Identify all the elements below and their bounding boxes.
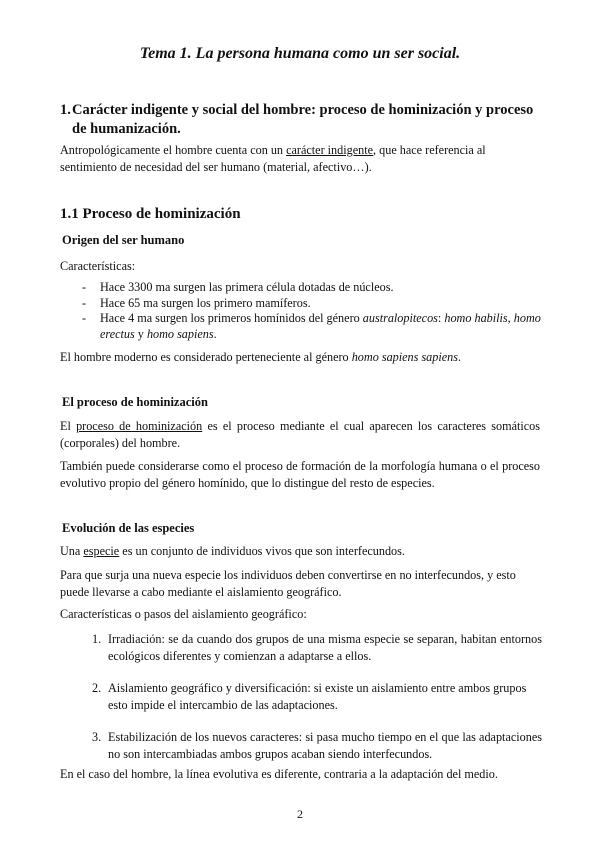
process-heading: El proceso de hominización — [62, 395, 208, 409]
page-number: 2 — [297, 807, 303, 821]
list-item — [92, 680, 542, 713]
evolution-paragraph-2: Para que surja una nueva especie los individuos deben convertirse en no interfecundos, y esto puede llevarse a cabo mediante el aislamiento geográfico. — [60, 568, 516, 599]
list-item-text: Aislamiento geográfico y diversificación: si existe un aislamiento entre ambos grupos esto impide el intercambio de las adaptaciones. — [108, 681, 527, 712]
evolution-paragraph-3: Características o pasos del aislamiento geográfico: — [60, 607, 307, 621]
list-item — [92, 631, 542, 664]
text-run: : — [437, 311, 445, 325]
list-item-text: Hace 65 ma surgen los primero mamíferos. — [100, 295, 311, 310]
text-run: El hombre moderno es considerado perteneciente al género — [60, 350, 352, 364]
text-run: es el proceso mediante el cual aparecen los caracteres somáticos (corporales) del hombre. — [60, 419, 540, 450]
document-title: Tema 1. La persona humana como un ser social. — [139, 45, 461, 62]
bullet-dash: - — [82, 311, 87, 325]
section-1-paragraph — [60, 142, 540, 176]
list-item — [82, 311, 542, 342]
italic-species: homo sapiens sapiens — [351, 350, 459, 364]
section-1-number: 1. — [60, 102, 71, 118]
list-item-text: Hace 4 ma surgen los primeros homínidos del género — [100, 311, 363, 325]
list-item — [82, 280, 542, 296]
text-run: es un conjunto de individuos vivos que son interfecundos. — [119, 544, 405, 558]
text-run: . — [458, 350, 462, 364]
list-number: 3. — [92, 730, 102, 744]
origin-heading: Origen del ser humano — [62, 233, 185, 247]
evolution-closing-paragraph: En el caso del hombre, la línea evolutiva es diferente, contraria a la adaptación del medio. — [60, 767, 498, 781]
section-1-1-heading: 1.1 Proceso de hominización — [60, 206, 241, 222]
list-number: 1. — [92, 632, 102, 646]
italic-genus: australopitecos — [362, 311, 438, 325]
evolution-heading: Evolución de las especies — [62, 521, 195, 535]
text-run: . — [213, 326, 217, 341]
text-run: y — [134, 326, 147, 341]
text-run: Antropológicamente el hombre cuenta con un — [60, 143, 287, 157]
text-run: El — [60, 419, 77, 433]
evolution-paragraph-1 — [60, 543, 540, 560]
italic-species: homo habilis, homo erectus — [100, 311, 541, 341]
list-item — [92, 729, 542, 762]
underlined-term: carácter indigente — [286, 143, 374, 157]
list-number: 2. — [92, 681, 102, 695]
list-item-text: Estabilización de los nuevos caracteres: si pasa mucho tiempo en el que las adaptaciones no son intercambiadas ambos grupos acaban siendo interfecundos. — [108, 730, 542, 761]
underlined-term: especie — [83, 544, 120, 558]
list-item-text: Irradiación: se da cuando dos grupos de una misma especie se separan, habitan entornos ecológicos diferentes y comienzan a adaptarse a ellos. — [108, 632, 542, 663]
underlined-term: proceso de hominización — [76, 419, 203, 433]
process-paragraph-1 — [60, 418, 540, 452]
characteristics-label: Características: — [60, 259, 136, 273]
list-item-text: Hace 3300 ma surgen las primera célula dotadas de núcleos. — [100, 280, 394, 294]
text-run: Una — [60, 544, 84, 558]
origin-bullet-list — [82, 280, 542, 342]
process-paragraph-2: También puede considerarse como el proceso de formación de la morfología humana o el proceso evolutivo propio del género homínido, que lo distingue del resto de especies. — [60, 459, 540, 490]
text-run: , que hace referencia al sentimiento de necesidad del ser humano (material, afectivo…). — [60, 143, 486, 174]
list-item — [82, 296, 542, 312]
bullet-dash: - — [82, 280, 87, 294]
italic-species: homo sapiens — [146, 326, 214, 341]
modern-man-paragraph — [60, 349, 540, 366]
section-1-heading-text: Carácter indigente y social del hombre: proceso de hominización y proceso de humanización. — [72, 102, 534, 137]
isolation-steps-list — [92, 631, 542, 778]
bullet-dash: - — [82, 295, 87, 310]
